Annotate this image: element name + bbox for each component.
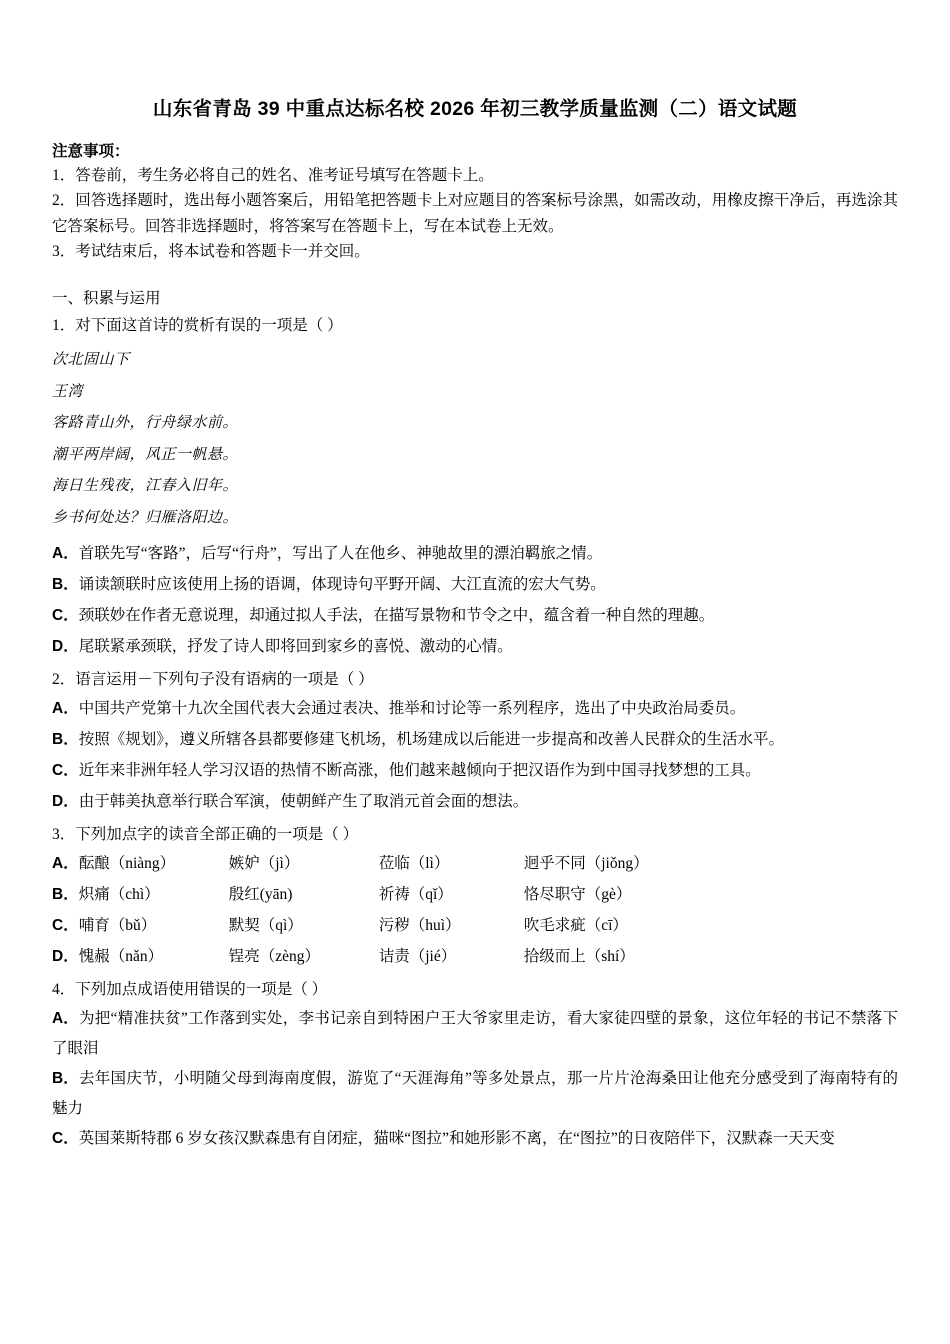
question-2-option-c	[52, 755, 898, 786]
option-text: 尾联紧承颈联，抒发了诗人即将回到家乡的喜悦、激动的心情。	[78, 638, 513, 656]
pinyin-cell: 莅临（lì）	[378, 855, 450, 873]
option-label: C．	[52, 917, 79, 935]
option-text: 诵读颔联时应该使用上扬的语调，体现诗句平野开阔、大江直流的宏大气势。	[78, 576, 606, 594]
question-3-row-c	[52, 910, 898, 941]
option-label: B．	[52, 886, 79, 904]
question-1-option-d	[52, 631, 898, 662]
question-3-number: 3．	[52, 826, 76, 844]
poem-line-author: 王湾	[52, 383, 84, 400]
notice-item-3: 3．考试结束后，将本试卷和答题卡一并交回。	[52, 242, 370, 260]
option-label: A．	[52, 545, 79, 563]
option-label: C．	[52, 1130, 79, 1148]
poem-block	[52, 345, 898, 534]
option-label: B．	[52, 731, 79, 749]
poem-line-title: 次北固山下	[52, 352, 130, 369]
pinyin-cell: 拾级而上（shí）	[523, 948, 635, 966]
pinyin-cell: 祈祷（qǐ）	[378, 886, 453, 904]
option-label: C．	[52, 607, 79, 625]
question-4-stem: 下列加点成语使用错误的一项是（ ）	[75, 981, 328, 999]
option-label: B．	[52, 576, 79, 594]
question-4-option-a	[52, 1004, 898, 1064]
option-text: 颈联妙在作者无意说理，却通过拟人手法，在描写景物和节令之中，蕴含着一种自然的理趣。	[78, 607, 715, 625]
poem-line-4: 乡书何处达？归雁洛阳边。	[52, 509, 239, 526]
question-1-number: 1．	[52, 317, 76, 335]
question-3-row-b	[52, 879, 898, 910]
page-title: 山东省青岛 39 中重点达标名校 2026 年初三教学质量监测（二）语文试题	[152, 98, 798, 120]
pinyin-cell: 愧赧（nǎn）	[78, 948, 164, 966]
option-label: B．	[52, 1070, 79, 1088]
poem-line-1: 客路青山外，行舟绿水前。	[52, 415, 239, 432]
option-text: 去年国庆节，小明随父母到海南度假，游览了“天涯海角”等多处景点，那一片片沧海桑田让他充分感受到了海南特有的魅力	[52, 1070, 898, 1118]
question-3-line	[52, 821, 898, 848]
option-label: D．	[52, 793, 79, 811]
option-label: A．	[52, 700, 79, 718]
question-4-line	[52, 976, 898, 1003]
question-4-number: 4．	[52, 981, 76, 999]
option-text: 由于韩美执意举行联合军演，使朝鲜产生了取消元首会面的想法。	[78, 793, 529, 811]
option-text: 英国莱斯特郡 6 岁女孩汉默森患有自闭症，猫咪“图拉”和她形影不离，在“图拉”的日夜陪伴下，汉默森一天天变	[78, 1130, 835, 1148]
question-2-option-d	[52, 786, 898, 817]
question-2-option-a	[52, 693, 898, 724]
option-text: 近年来非洲年轻人学习汉语的热情不断高涨，他们越来越倾向于把汉语作为到中国寻找梦想的工具。	[78, 762, 761, 780]
question-2-stem: 语言运用－下列句子没有语病的一项是（ ）	[75, 671, 374, 689]
option-text: 为把“精准扶贫”工作落到实处，李书记亲自到特困户王大爷家里走访，看大家徒四壁的景象，这位年轻的书记不禁落下了眼泪	[52, 1009, 898, 1057]
question-4-option-b	[52, 1064, 898, 1124]
question-2-option-b	[52, 724, 898, 755]
pinyin-cell: 炽痛（chì）	[78, 886, 160, 904]
option-text: 按照《规划》，遵义所辖各县都要修建飞机场，机场建成以后能进一步提高和改善人民群众的生活水平。	[78, 731, 784, 749]
pinyin-cell: 恪尽职守（gè）	[523, 886, 632, 904]
option-label: D．	[52, 638, 79, 656]
pinyin-cell: 污秽（huì）	[378, 917, 461, 935]
pinyin-cell: 默契（qì）	[228, 917, 303, 935]
question-1-stem: 对下面这首诗的赏析有误的一项是（ ）	[75, 317, 343, 335]
pinyin-cell: 迥乎不同（jiǒng）	[523, 855, 649, 873]
notice-item-2: 2．回答选择题时，选出每小题答案后，用铅笔把答题卡上对应题目的答案标号涂黑，如需改动，用橡皮擦干净后，再选涂其它答案标号。回答非选择题时，将答案写在答题卡上，写在本试卷上无效。	[52, 192, 898, 235]
pinyin-cell: 哺育（bǔ）	[78, 917, 157, 935]
question-3-row-a	[52, 848, 898, 879]
option-text: 首联先写“客路”，后写“行舟”，写出了人在他乡、神驰故里的漂泊羁旅之情。	[78, 545, 603, 563]
pinyin-cell: 诘责（jié）	[378, 948, 457, 966]
option-label: C．	[52, 762, 79, 780]
question-1-line	[52, 312, 898, 339]
pinyin-cell: 吹毛求疵（cī）	[523, 917, 628, 935]
pinyin-cell: 酝酿（niàng）	[78, 855, 176, 873]
option-label: A．	[52, 855, 79, 873]
notice-item-1: 1．答卷前，考生务必将自己的姓名、准考证号填写在答题卡上。	[52, 167, 494, 185]
notice-heading: 注意事项：	[52, 143, 130, 161]
question-3-stem: 下列加点字的读音全部正确的一项是（ ）	[75, 826, 359, 844]
question-1-option-a	[52, 538, 898, 569]
pinyin-cell: 殷红(yān)	[228, 886, 293, 904]
option-label: D．	[52, 948, 79, 966]
pinyin-cell: 嫉妒（jì）	[228, 855, 300, 873]
pinyin-cell: 锃亮（zèng）	[228, 948, 320, 966]
question-1-option-c	[52, 600, 898, 631]
question-1-option-b	[52, 569, 898, 600]
poem-line-2: 潮平两岸阔，风正一帆悬。	[52, 446, 239, 463]
option-text: 中国共产党第十九次全国代表大会通过表决、推举和讨论等一系列程序，选出了中央政治局委员。	[78, 700, 746, 718]
section-heading-1: 一、积累与运用	[52, 289, 161, 307]
poem-line-3: 海日生残夜，江春入旧年。	[52, 478, 239, 495]
question-3-row-d	[52, 941, 898, 972]
question-4-option-c	[52, 1124, 898, 1154]
question-2-number: 2．	[52, 671, 76, 689]
option-label: A．	[52, 1009, 79, 1027]
question-2-line	[52, 666, 898, 693]
